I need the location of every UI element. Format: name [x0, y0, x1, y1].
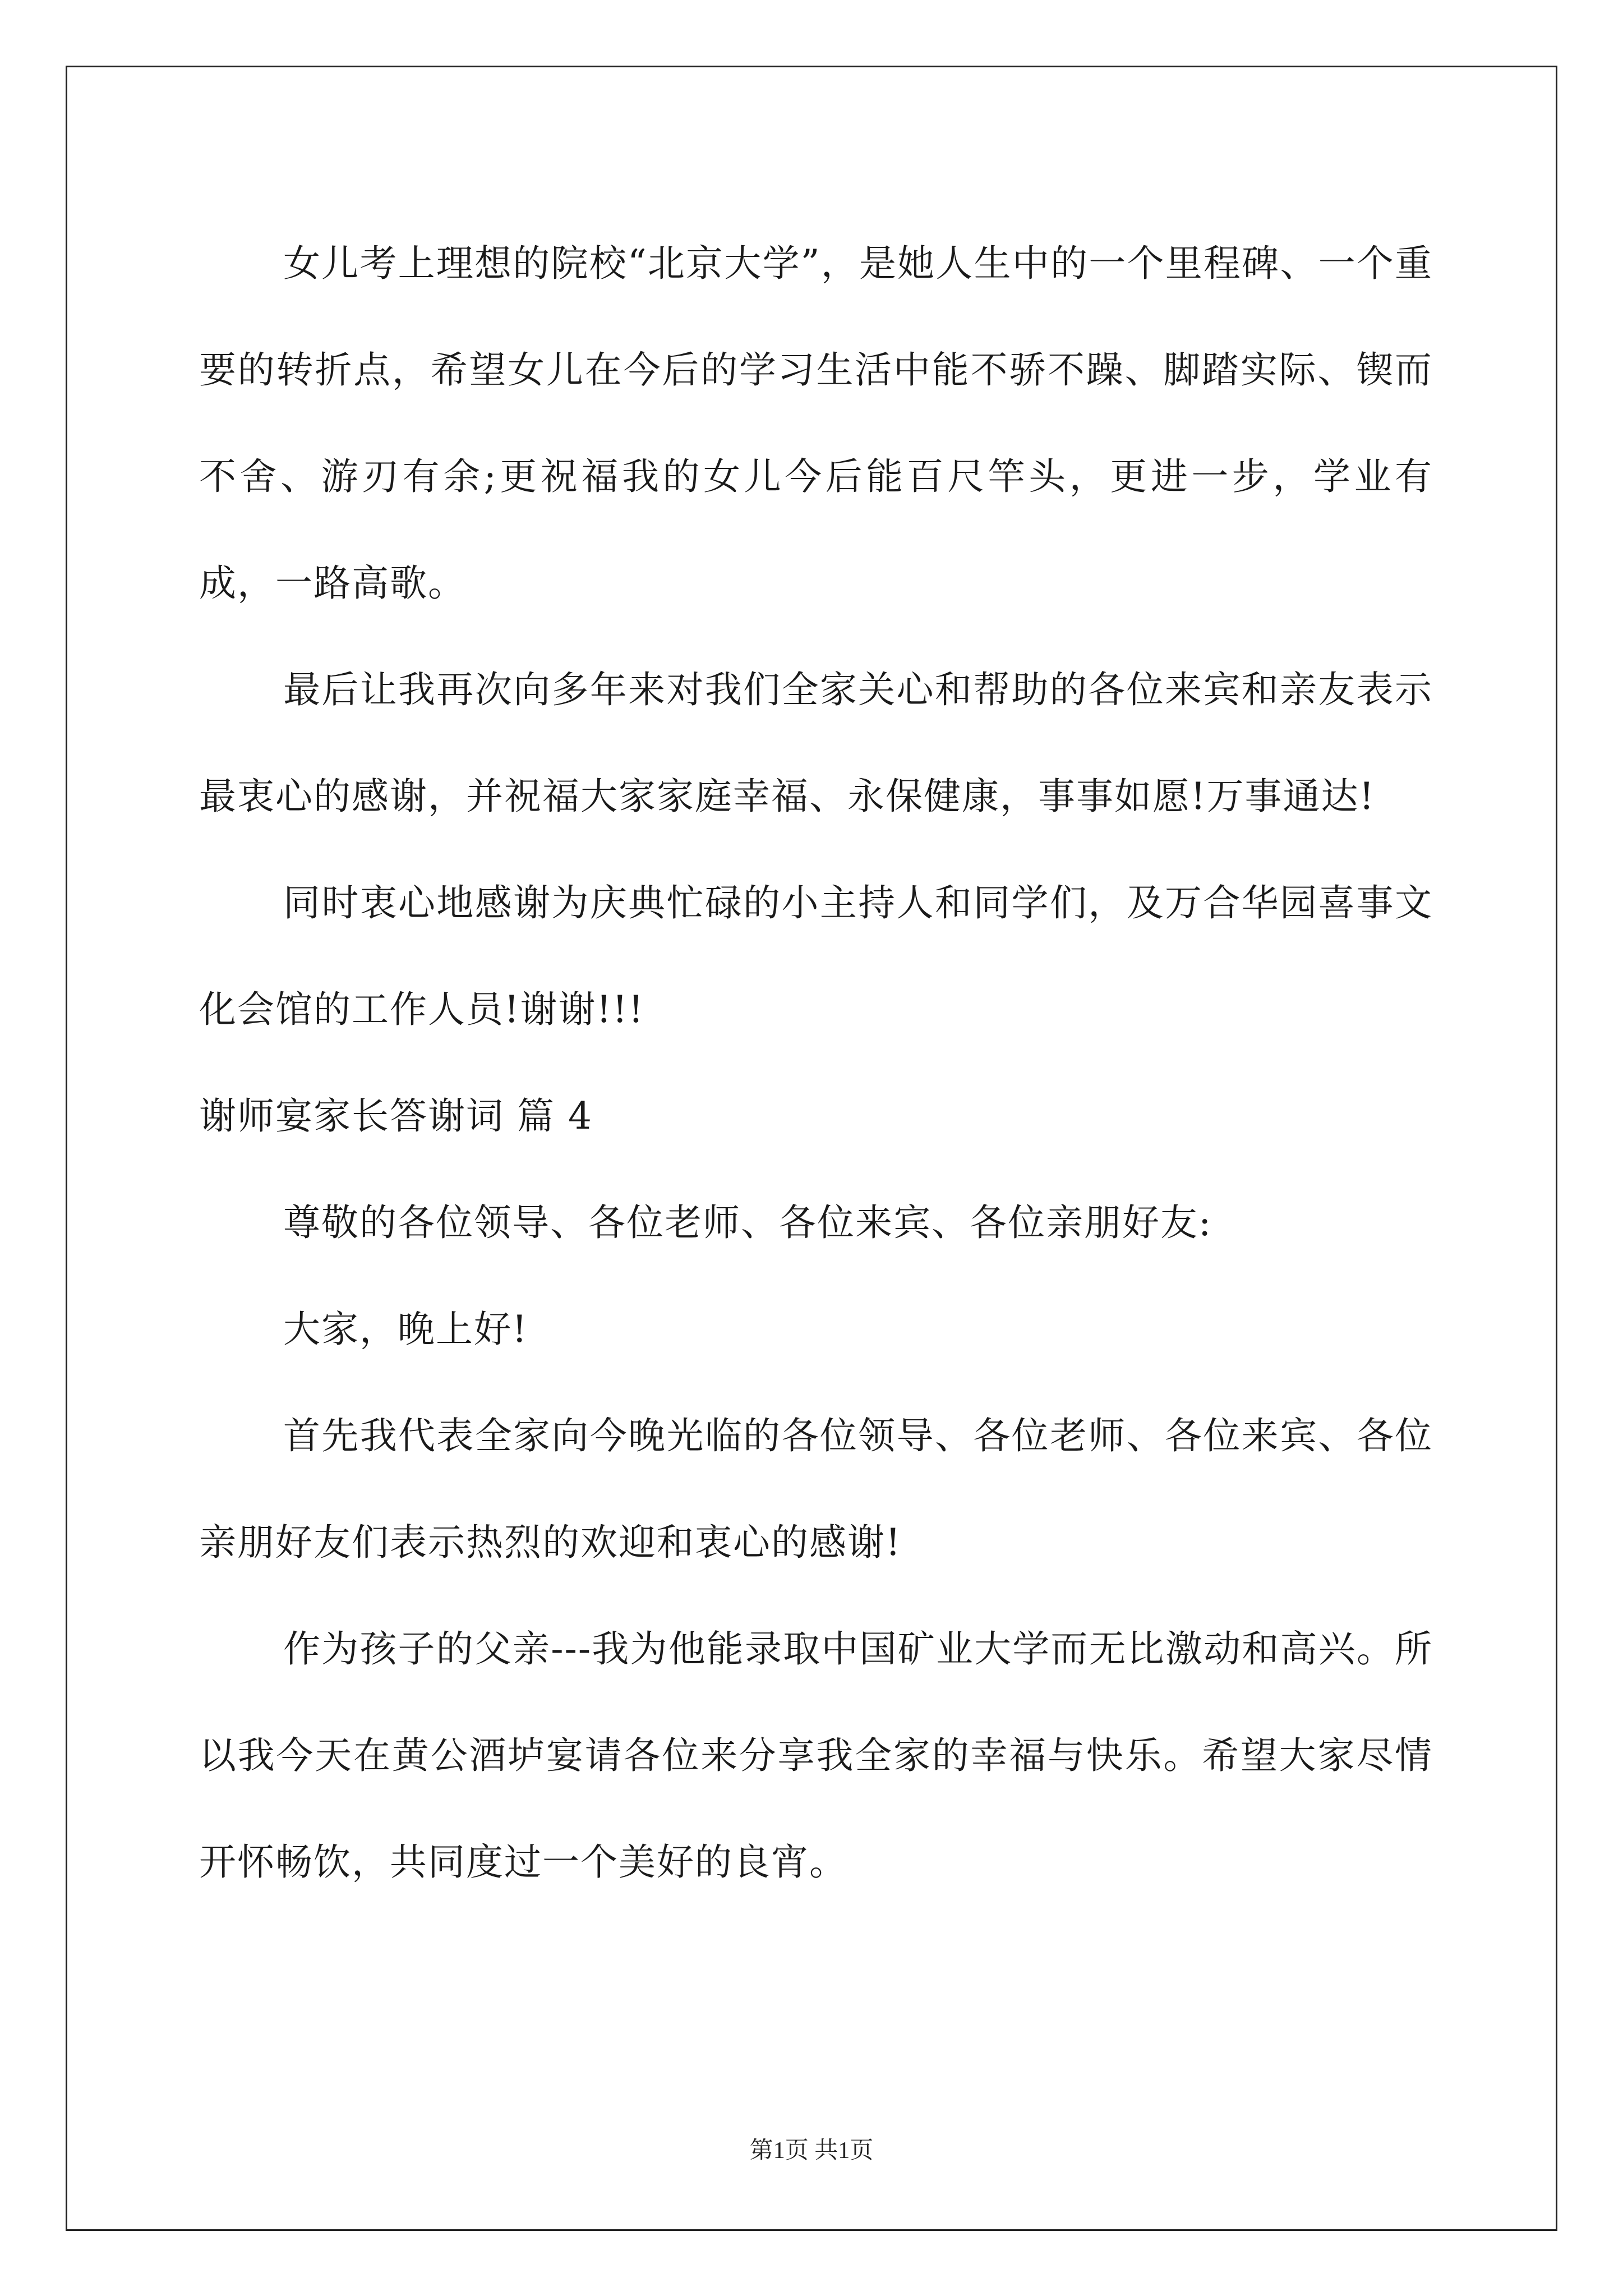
- paragraph: 同时衷心地感谢为庆典忙碌的小主持人和同学们，及万合华园喜事文化会馆的工作人员!谢谢!!!: [199, 881, 1433, 1031]
- paragraph: 尊敬的各位领导、各位老师、各位来宾、各位亲朋好友:: [283, 1201, 1212, 1244]
- page-number-footer: 第1页 共1页: [749, 2138, 874, 2164]
- document-body: [199, 210, 1433, 1916]
- paragraph: 最后让我再次向多年来对我们全家关心和帮助的各位来宾和亲友表示最衷心的感谢，并祝福大家家庭幸福、永保健康，事事如愿!万事通达!: [199, 668, 1433, 818]
- paragraph: 作为孩子的父亲---我为他能录取中国矿业大学而无比激动和高兴。所以我今天在黄公酒垆宴请各位来分享我全家的幸福与快乐。希望大家尽情开怀畅饮，共同度过一个美好的良宵。: [199, 1627, 1433, 1884]
- paragraph: 女儿考上理想的院校“北京大学”，是她人生中的一个里程碑、一个重要的转折点，希望女儿在今后的学习生活中能不骄不躁、脚踏实际、锲而不舍、游刃有余;更祝福我的女儿今后能百尺竿头，更进一步，学业有成，一路高歌。: [199, 242, 1433, 605]
- section-heading: 谢师宴家长答谢词 篇 4: [199, 1094, 593, 1138]
- paragraph: 首先我代表全家向今晚光临的各位领导、各位老师、各位来宾、各位亲朋好友们表示热烈的欢迎和衷心的感谢!: [199, 1414, 1433, 1564]
- paragraph: 大家，晚上好!: [283, 1308, 528, 1351]
